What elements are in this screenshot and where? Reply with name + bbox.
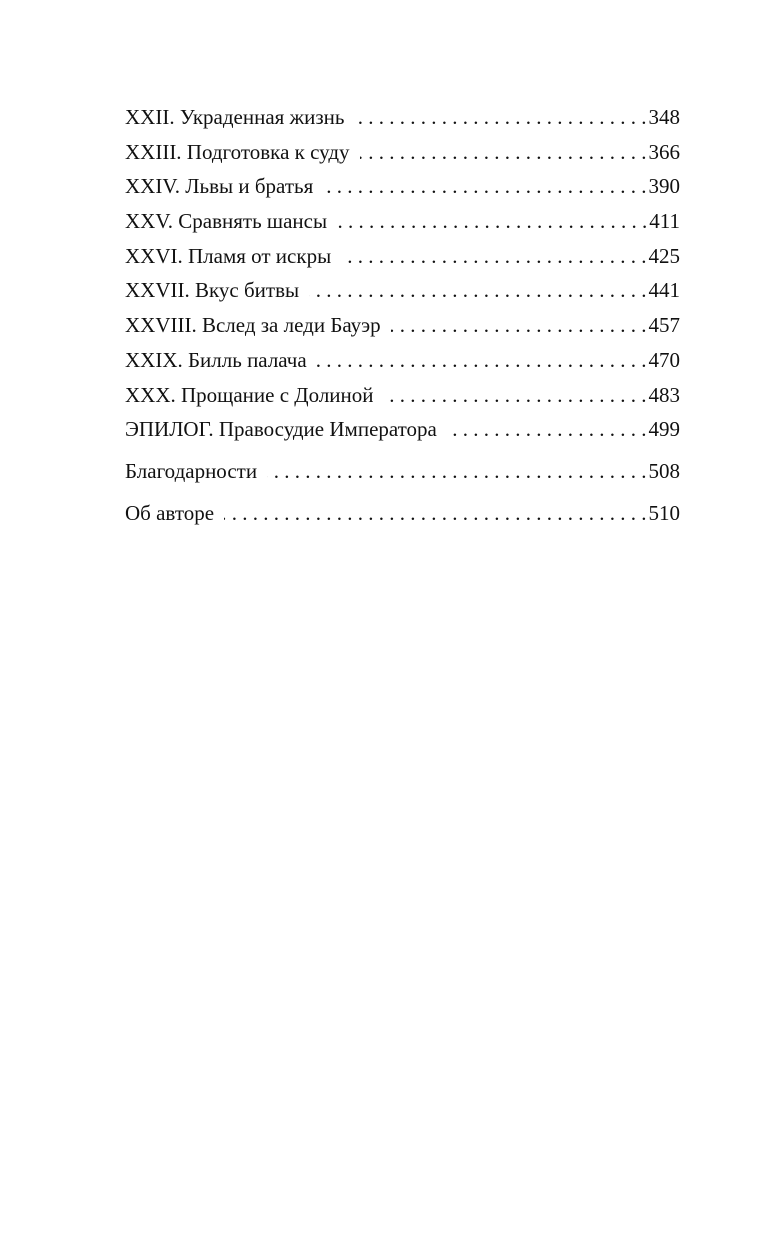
toc-entry-title: Об авторе — [125, 500, 215, 525]
dot-leader — [384, 378, 647, 413]
table-of-contents — [125, 100, 680, 530]
dot-leader — [360, 135, 647, 170]
toc-entry-title: XXVIII. Вслед за леди Бауэр — [125, 313, 381, 338]
toc-entry-page: 499 — [648, 417, 680, 442]
toc-entry-chapter-28 — [125, 308, 680, 343]
toc-entry-chapter-25 — [125, 204, 680, 239]
toc-entry-page: 441 — [648, 278, 680, 303]
dot-leader — [341, 239, 646, 274]
toc-entry-title: XXIII. Подготовка к суду — [125, 139, 350, 164]
dot-leader — [447, 412, 647, 447]
dot-leader — [317, 343, 647, 378]
toc-entry-chapter-30 — [125, 378, 680, 413]
toc-entry-page: 470 — [648, 347, 680, 372]
dot-leader — [391, 308, 647, 343]
toc-entry-page: 457 — [648, 313, 680, 338]
toc-entry-page: 508 — [648, 458, 680, 483]
toc-entry-about-author — [125, 496, 680, 531]
toc-entry-title: Благодарности — [125, 458, 258, 483]
toc-entry-page: 411 — [649, 209, 680, 234]
toc-entry-page: 510 — [648, 500, 680, 525]
toc-entry-title: ЭПИЛОГ. Правосудие Императора — [125, 417, 437, 442]
toc-entry-chapter-22 — [125, 100, 680, 135]
toc-entry-chapter-27 — [125, 273, 680, 308]
toc-entry-title: XXX. Прощание с Долиной — [125, 382, 374, 407]
toc-entry-page: 425 — [648, 243, 680, 268]
toc-entry-page: 348 — [648, 105, 680, 129]
toc-entry-title: XXIX. Билль палача — [125, 347, 307, 372]
toc-entry-epilogue — [125, 412, 680, 447]
toc-entry-title: XXIV. Львы и братья — [125, 174, 314, 199]
dot-leader — [337, 204, 647, 239]
toc-entry-chapter-24 — [125, 169, 680, 204]
toc-entry-chapter-26 — [125, 239, 680, 274]
dot-leader — [224, 496, 646, 531]
dot-leader — [323, 169, 646, 204]
toc-entry-title: XXVII. Вкус битвы — [125, 278, 300, 303]
toc-entry-page: 483 — [648, 382, 680, 407]
toc-entry-acknowledgements — [125, 454, 680, 489]
dot-leader — [309, 273, 646, 308]
dot-leader — [267, 454, 646, 489]
toc-entry-title: XXII. Украденная жизнь — [125, 105, 345, 129]
toc-entry-chapter-23 — [125, 135, 680, 170]
toc-entry-title: XXVI. Пламя от искры — [125, 243, 332, 268]
toc-entry-chapter-29 — [125, 343, 680, 378]
toc-entry-title: XXV. Сравнять шансы — [125, 209, 328, 234]
toc-entry-page: 366 — [648, 139, 680, 164]
dot-leader — [354, 100, 646, 135]
toc-entry-page: 390 — [648, 174, 680, 199]
